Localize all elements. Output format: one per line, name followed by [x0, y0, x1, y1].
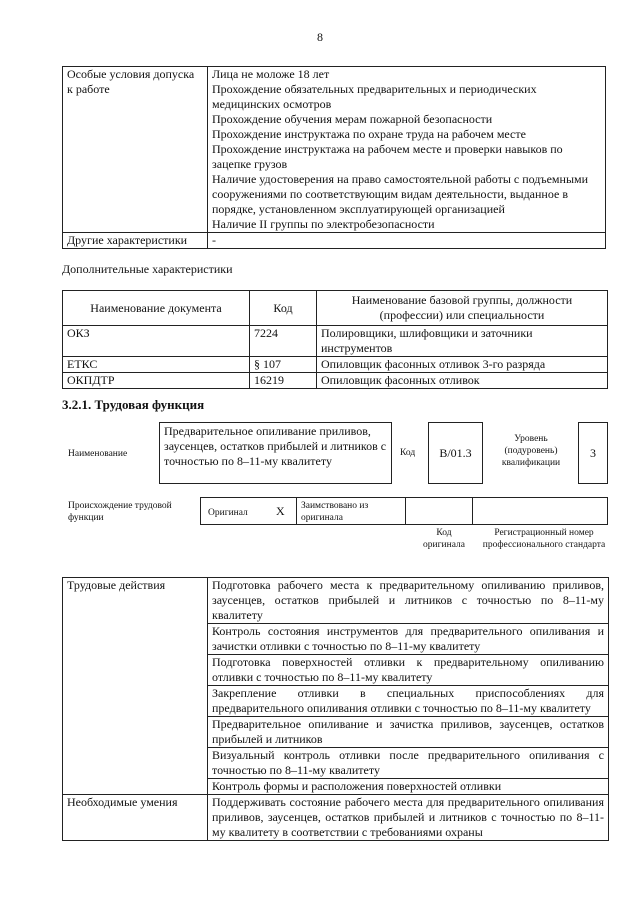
level-label: Уровень (подуровень) квалификации [501, 434, 561, 468]
additional-heading: Дополнительные характеристики [62, 262, 233, 276]
action-item: Предварительное опиливание и зачистка приливов, заусенцев, остатков прибылей и литников [208, 717, 609, 748]
action-item: Подготовка поверхностей отливки к предварительному опиливанию отливки с точностью по 8–11-му квалитету [208, 655, 609, 686]
additional-table [62, 290, 608, 389]
cell-name: Полировщики, шлифовщики и заточники инструментов [317, 326, 608, 357]
conditions-label: Особые условия допуска к работе [63, 67, 208, 233]
level-value: 3 [578, 422, 608, 484]
function-name-label: Наименование [68, 449, 128, 459]
actions-table [62, 577, 609, 841]
reg-number-label: Регистрационный номер профессионального стандарта [482, 528, 606, 550]
origin-boxes [200, 497, 608, 525]
original-label: Оригинал [208, 508, 248, 518]
borrowed-label: Заимствовано из оригинала [301, 501, 369, 523]
condition-line: Наличие II группы по электробезопасности [212, 217, 435, 231]
function-name-value: Предварительное опиливание приливов, заусенцев, остатков прибылей и литников с точностью по 8–11-му квалитету [159, 422, 392, 484]
skill-item: Поддерживать состояние рабочего места для предварительного опиливания приливов, заусенцев, остатков прибылей и литников с точностью по 8–11-му квалитету в соответствии с требованиями охраны [208, 795, 609, 841]
action-item: Подготовка рабочего места к предварительному опиливанию приливов, заусенцев, остатков прибылей и литников с точностью по 8–11-му квалитету [208, 578, 609, 624]
conditions-lines [208, 67, 606, 233]
page-number: 8 [317, 30, 323, 44]
actions-label: Трудовые действия [63, 578, 208, 795]
header-doc: Наименование документа [63, 291, 250, 326]
action-item: Закрепление отливки в специальных приспособлениях для предварительного опиливания отливки с точностью по 8–11-му квалитету [208, 686, 609, 717]
function-code-value: B/01.3 [428, 422, 483, 484]
action-item: Контроль состояния инструментов для предварительного опиливания и зачистки отливки с точностью по 8–11-му квалитету [208, 624, 609, 655]
function-code-label: Код [400, 448, 416, 458]
condition-line: Прохождение инструктажа по охране труда на рабочем месте [212, 127, 526, 141]
condition-line: Лица не моложе 18 лет [212, 67, 330, 81]
function-heading: 3.2.1. Трудовая функция [62, 397, 205, 412]
cell-doc: ЕТКС [63, 357, 250, 373]
cell-name: Опиловщик фасонных отливок [317, 373, 608, 389]
cell-code: § 107 [250, 357, 317, 373]
condition-line: Наличие удостоверения на право самостоятельной работы с подъемными сооружениями по соответствующим видам деятельности, выданное в порядке, установленном эксплуатирующей организацией [212, 172, 589, 216]
condition-line: Прохождение инструктажа на рабочем месте и проверки навыков по зацепке грузов [212, 142, 563, 171]
condition-line: Прохождение обязательных предварительных и периодических медицинских осмотров [212, 82, 537, 111]
cell-doc: ОКПДТР [63, 373, 250, 389]
action-item: Визуальный контроль отливки после предварительного опиливания с точностью по 8–11-му квалитету [208, 748, 609, 779]
cell-doc: ОКЗ [63, 326, 250, 357]
conditions-table [62, 66, 606, 249]
cell-code: 7224 [250, 326, 317, 357]
cell-name: Опиловщик фасонных отливок 3-го разряда [317, 357, 608, 373]
header-code: Код [250, 291, 317, 326]
other-label: Другие характеристики [63, 233, 208, 249]
condition-line: Прохождение обучения мерам пожарной безопасности [212, 112, 493, 126]
action-item: Контроль формы и расположения поверхностей отливки [208, 779, 609, 795]
skills-label: Необходимые умения [63, 795, 208, 841]
origin-label: Происхождение трудовой функции [68, 501, 172, 523]
original-mark: X [276, 504, 285, 518]
other-value: - [208, 233, 606, 249]
cell-code: 16219 [250, 373, 317, 389]
code-original-label: Код оригинала [423, 528, 465, 550]
header-name: Наименование базовой группы, должности (профессии) или специальности [317, 291, 608, 326]
